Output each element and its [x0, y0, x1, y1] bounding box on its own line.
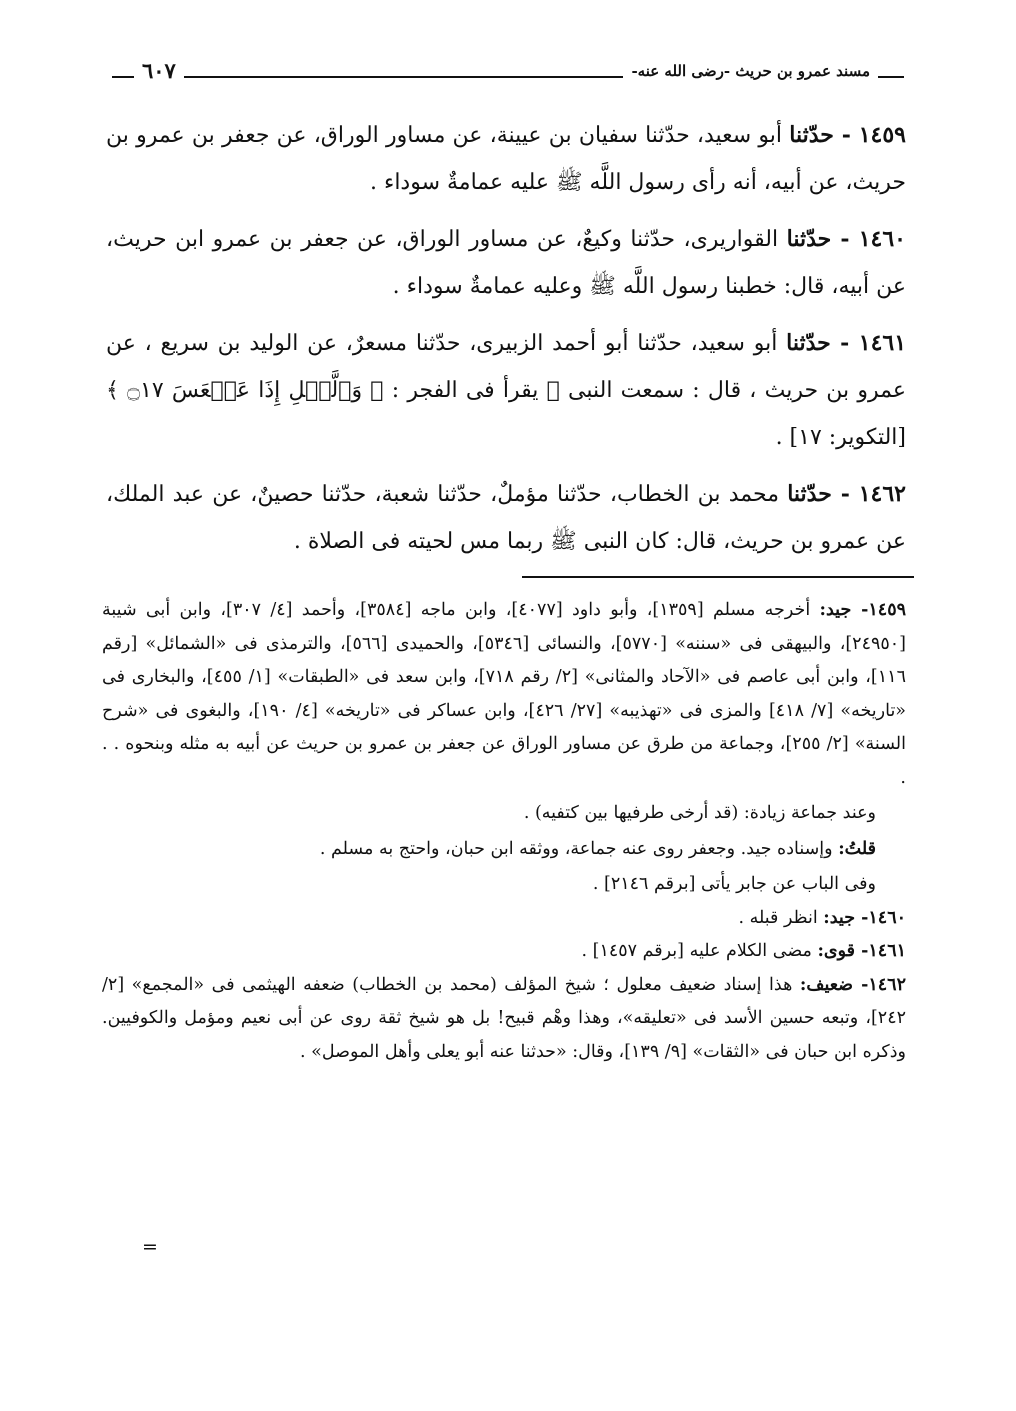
note-1461 — [102, 935, 906, 969]
hadith-list — [106, 112, 906, 575]
header-title: مسند عمرو بن حريث -رضى الله عنه- — [623, 62, 878, 80]
hadith-text: أبو سعيد، حدّثنا أبو أحمد الزبيرى، حدّثنا مسعرٌ، عن الوليد بن سريع ، عن عمرو بن حريث ، قال : سمعت النبى ﷺ يقرأ فى الفجر : ﴿ وَٱلَّيۡلِ إِذَا عَسۡعَسَ ۝١٧ ﴾ [التكوير: ١٧] . — [106, 331, 906, 450]
footnotes — [102, 594, 906, 1069]
note-dash: - — [851, 600, 869, 620]
continuation-mark: = — [142, 1236, 158, 1258]
note-grade: ضعيف: — [799, 974, 854, 995]
footnote-separator — [522, 576, 914, 578]
hadith-text: القواريرى، حدّثنا وكيعٌ، عن مساور الوراق، عن جعفر بن عمرو ابن حريث، عن أبيه، قال: خطبنا رسول اللَّه ﷺ وعليه عمامةٌ سوداء . — [106, 227, 906, 299]
note-text: انظر قبله . — [738, 907, 818, 928]
note-1460 — [102, 902, 906, 936]
hadith-number: ١٤٦١ — [858, 330, 907, 356]
note-number: ١٤٦٠ — [868, 907, 906, 928]
hadith-opener: حدّثنا — [786, 330, 831, 356]
note-dash: - — [855, 941, 869, 961]
hadith-1462 — [106, 471, 906, 565]
hadith-dash: - — [831, 481, 859, 507]
hadith-opener: حدّثنا — [789, 122, 834, 148]
hadith-dash: - — [830, 330, 859, 356]
page-number: ٦٠٧ — [134, 58, 184, 83]
hadith-1460 — [106, 216, 906, 310]
hadith-1461 — [106, 320, 906, 461]
note-extra-text: وعند جماعة زيادة: (قد أرخى طرفيها بين كتفيه) . — [523, 803, 876, 823]
note-1462 — [102, 969, 906, 1070]
note-dash: - — [855, 907, 869, 928]
hadith-1459 — [106, 112, 906, 206]
running-header — [112, 60, 904, 94]
note-text: مضى الكلام عليه [برقم ١٤٥٧] . — [581, 941, 812, 961]
note-extra-text: وفى الباب عن جابر يأتى [برقم ٢١٤٦] . — [592, 874, 876, 894]
hadith-text: أبو سعيد، حدّثنا سفيان بن عيينة، عن مساور الوراق، عن جعفر بن عمرو بن حريث، عن أبيه، أنه رأى رسول اللَّه ﷺ عليه عمامةٌ سوداء . — [106, 123, 906, 195]
note-number: ١٤٦١ — [868, 941, 906, 961]
note-1459-extra — [102, 797, 906, 831]
note-number: ١٤٦٢ — [868, 974, 906, 995]
hadith-opener: حدّثنا — [787, 481, 832, 507]
note-grade: جيد: — [823, 907, 856, 928]
note-dash: - — [853, 974, 869, 995]
note-1459-bab — [102, 868, 906, 902]
note-extra-text: وإسناده جيد. وجعفر روى عنه جماعة، ووثقه ابن حبان، واحتج به مسلم . — [319, 838, 833, 859]
note-number: ١٤٥٩ — [868, 600, 906, 620]
note-grade: جيد: — [819, 600, 852, 620]
hadith-dash: - — [831, 226, 859, 252]
note-text: هذا إسناد ضعيف معلول ؛ شيخ المؤلف (محمد بن الخطاب) ضعفه الهيثمى فى «المجمع» [٢/ ٢٤٢]، وتبعه حسين الأسد فى «تعليقه»، وهذا وهْم قبيح! بل هو شيخ ثقة روى عن أبى نعيم ومؤمل والكوفيين. وذكره ابن حبان فى «الثقات» [٩/ ١٣٩]، وقال: «حدثنا عنه أبو يعلى وأهل الموصل» . — [102, 974, 906, 1062]
hadith-number: ١٤٦٠ — [858, 226, 906, 252]
note-grade: قوى: — [817, 941, 856, 961]
hadith-number: ١٤٥٩ — [858, 122, 906, 148]
hadith-opener: حدّثنا — [786, 226, 832, 252]
note-1459 — [102, 594, 906, 795]
note-text: أخرجه مسلم [١٣٥٩]، وأبو داود [٤٠٧٧]، وابن ماجه [٣٥٨٤]، وأحمد [٤/ ٣٠٧]، وابن أبى شيبة [٢٤٩٥٠]، والبيهقى فى «سننه» [٥٧٧٠]، والنسائى [٥٣٤٦]، والحميدى [٥٦٦]، والترمذى فى «الشمائل» [رقم ١١٦]، وابن أبى عاصم فى «الآحاد والمثانى» [٢/ رقم ٧١٨]، وابن سعد فى «الطبقات» [١/ ٤٥٥]، والبخارى فى «تاريخه» [٧/ ٤١٨] والمزى فى «تهذيبه» [٢٧/ ٤٢٦]، وابن عساكر فى «تاريخه» [٤/ ١٩٠]، والبغوى فى «شرح السنة» [٢/ ٢٥٥]، وجماعة من طرق عن مساور الوراق عن جعفر بن عمرو بن حريث عن أبيه به مثله وبنحوه . . . — [102, 600, 907, 788]
note-extra-label: قلتُ: — [838, 838, 876, 859]
note-1459-qult — [102, 833, 906, 867]
hadith-dash: - — [833, 122, 859, 148]
hadith-text: محمد بن الخطاب، حدّثنا مؤملٌ، حدّثنا شعبة، حدّثنا حصينٌ، عن عبد الملك، عن عمرو بن حريث، قال: كان النبى ﷺ ربما مس لحيته فى الصلاة . — [106, 482, 906, 554]
hadith-number: ١٤٦٢ — [858, 481, 906, 507]
